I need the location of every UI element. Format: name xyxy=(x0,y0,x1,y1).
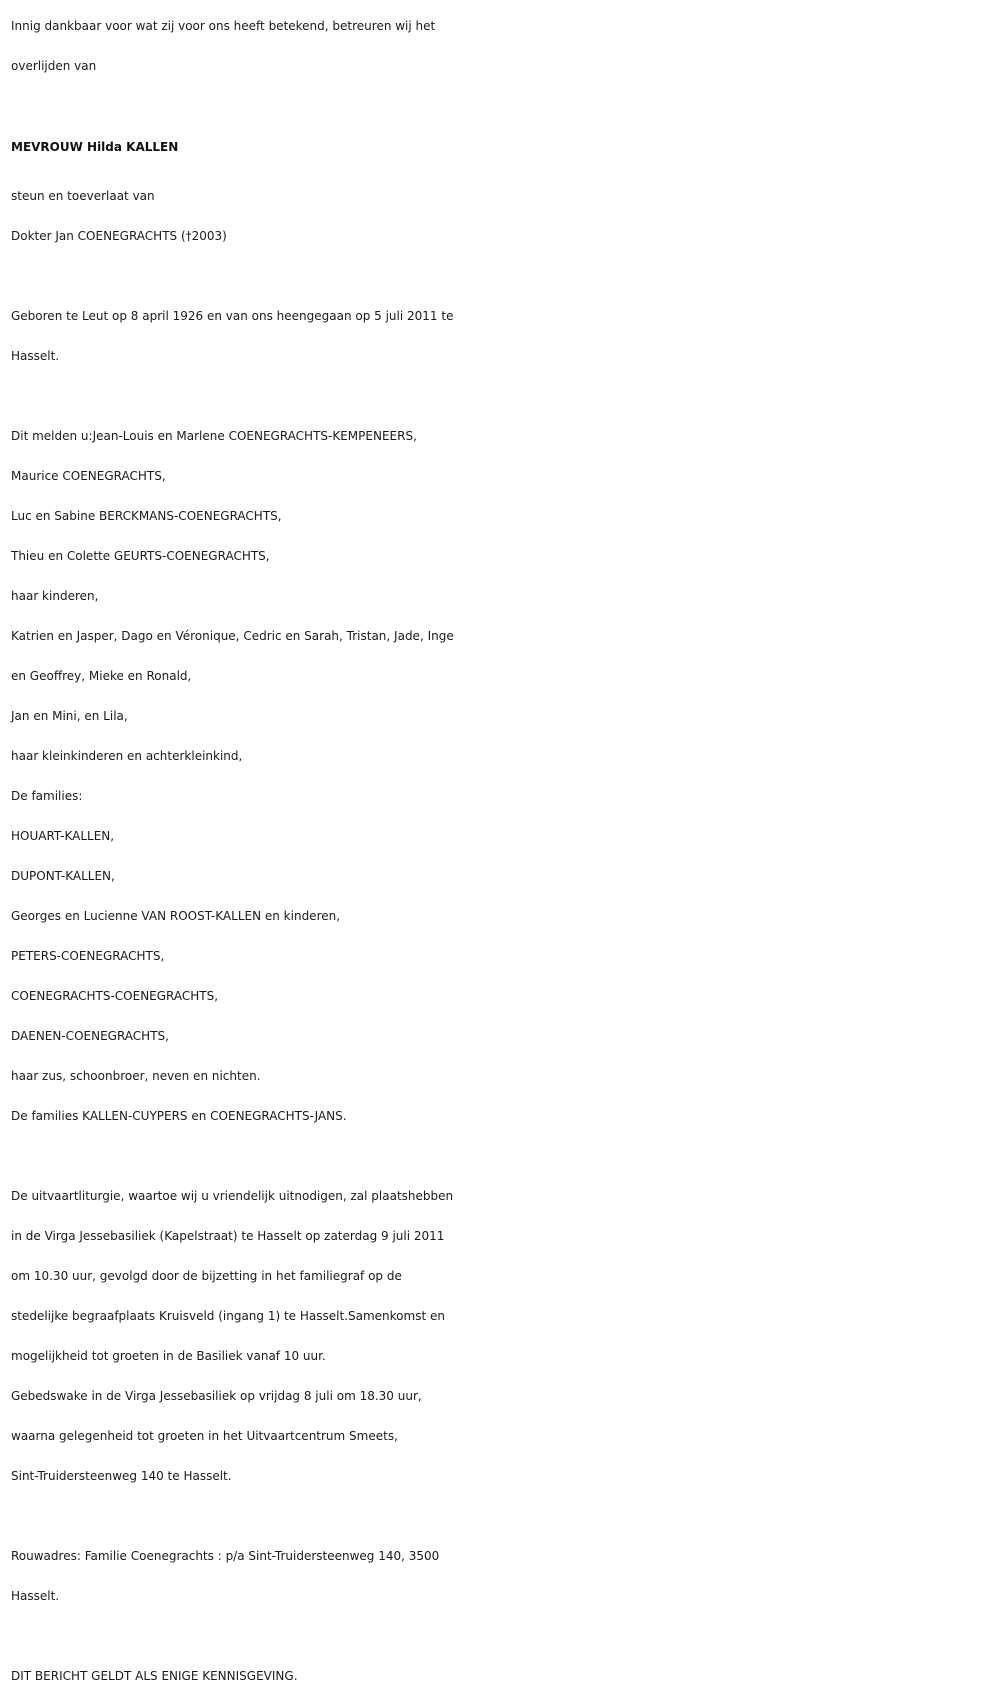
text-line: Gebedswake in de Virga Jessebasiliek op vrijdag 8 juli om 18.30 uur, xyxy=(11,1389,422,1403)
intro-paragraph xyxy=(11,6,990,86)
text-line: De families KALLEN-CUYPERS en COENEGRACHTS-JANS. xyxy=(11,1109,347,1123)
text-line: Sint-Truidersteenweg 140 te Hasselt. xyxy=(11,1469,232,1483)
text-line: mogelijkheid tot groeten in de Basiliek vanaf 10 uur. xyxy=(11,1349,326,1363)
text-line: Rouwadres: Familie Coenegrachts : p/a Sint-Truidersteenweg 140, 3500 xyxy=(11,1549,440,1563)
text-line: Luc en Sabine BERCKMANS-COENEGRACHTS, xyxy=(11,509,282,523)
paragraph-gap xyxy=(11,86,990,126)
text-line: stedelijke begraafplaats Kruisveld (ingang 1) te Hasselt.Samenkomst en xyxy=(11,1309,445,1323)
text-line: Georges en Lucienne VAN ROOST-KALLEN en kinderen, xyxy=(11,909,341,923)
text-line: om 10.30 uur, gevolgd door de bijzetting in het familiegraf op de xyxy=(11,1269,402,1283)
text-line: Hasselt. xyxy=(11,1589,60,1603)
text-line: Innig dankbaar voor wat zij voor ons heeft betekend, betreuren wij het xyxy=(11,19,436,33)
text-line: Thieu en Colette GEURTS-COENEGRACHTS, xyxy=(11,549,270,563)
text-line: haar kleinkinderen en achterkleinkind, xyxy=(11,749,243,763)
text-line: Maurice COENEGRACHTS, xyxy=(11,469,166,483)
text-line: Dit melden u:Jean-Louis en Marlene COENEGRACHTS-KEMPENEERS, xyxy=(11,429,417,443)
paragraph-gap xyxy=(11,1616,990,1656)
text-line: waarna gelegenheid tot groeten in het Uitvaartcentrum Smeets, xyxy=(11,1429,398,1443)
relation-paragraph xyxy=(11,176,990,256)
family-paragraph xyxy=(11,416,990,1136)
text-line: PETERS-COENEGRACHTS, xyxy=(11,949,165,963)
text-line: DUPONT-KALLEN, xyxy=(11,869,115,883)
text-line: De uitvaartliturgie, waartoe wij u vriendelijk uitnodigen, zal plaatshebben xyxy=(11,1189,454,1203)
paragraph-gap xyxy=(11,1496,990,1536)
paragraph-gap xyxy=(11,376,990,416)
text-line: en Geoffrey, Mieke en Ronald, xyxy=(11,669,192,683)
text-line: overlijden van xyxy=(11,59,97,73)
deceased-name: MEVROUW Hilda KALLEN xyxy=(11,140,179,154)
text-line: De families: xyxy=(11,789,83,803)
text-line: Jan en Mini, en Lila, xyxy=(11,709,128,723)
ceremony-paragraph xyxy=(11,1176,990,1496)
paragraph-gap xyxy=(11,1136,990,1176)
text-line: Katrien en Jasper, Dago en Véronique, Cedric en Sarah, Tristan, Jade, Inge xyxy=(11,629,454,643)
text-line: haar zus, schoonbroer, neven en nichten. xyxy=(11,1069,261,1083)
text-line: Geboren te Leut op 8 april 1926 en van ons heengegaan op 5 juli 2011 te xyxy=(11,309,454,323)
text-line: COENEGRACHTS-COENEGRACHTS, xyxy=(11,989,219,1003)
birth-paragraph xyxy=(11,296,990,376)
text-line: Dokter Jan COENEGRACHTS (†2003) xyxy=(11,229,227,243)
text-line: DAENEN-COENEGRACHTS, xyxy=(11,1029,169,1043)
text-line: steun en toeverlaat van xyxy=(11,189,155,203)
text-line: in de Virga Jessebasiliek (Kapelstraat) te Hasselt op zaterdag 9 juli 2011 xyxy=(11,1229,445,1243)
text-line: haar kinderen, xyxy=(11,589,99,603)
text-line: Hasselt. xyxy=(11,349,60,363)
paragraph-gap xyxy=(11,256,990,296)
closing-statement: DIT BERICHT GELDT ALS ENIGE KENNISGEVING. xyxy=(11,1669,298,1683)
address-paragraph xyxy=(11,1536,990,1616)
text-line: HOUART-KALLEN, xyxy=(11,829,115,843)
